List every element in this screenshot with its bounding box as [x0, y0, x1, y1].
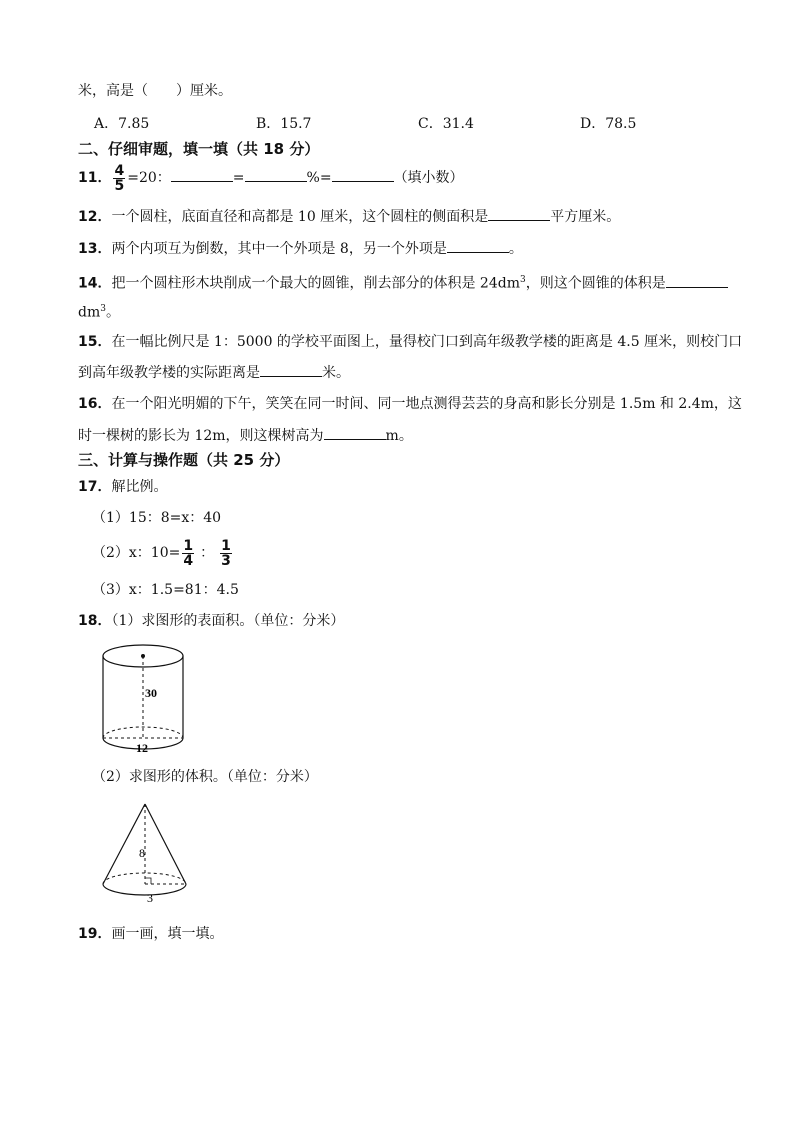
question-14: 14．把一个圆柱形木块削成一个最大的圆锥，削去部分的体积是 $24dm^3$，则这个圆锥的体积是: [78, 271, 728, 293]
answer-blank[interactable]: [324, 425, 386, 440]
question-16: 16．在一个阳光明媚的下午，笑笑在同一时间、同一地点测得芸芸的身高和影长分别是 1.5m 和 2.4m，这: [78, 396, 742, 412]
question-13: 13．两个内项互为倒数，其中一个外项是 8，另一个外项是 。: [78, 238, 523, 258]
question-11: 11． $\frac{4}{5}$ =20： = %= （填小数）: [78, 162, 464, 194]
question-14-line2: $dm^3$。: [78, 304, 120, 321]
option-b: B．15.7: [256, 116, 312, 132]
fraction: $\frac{1}{3}$: [221, 537, 231, 569]
question-18: 18．（1）求图形的表面积。（单位：分米）: [78, 613, 345, 629]
answer-blank[interactable]: [666, 273, 728, 288]
option-d: D．78.5: [580, 116, 637, 132]
answer-blank[interactable]: [332, 167, 394, 182]
cylinder-height-label: 30: [145, 686, 157, 700]
answer-blank[interactable]: [171, 167, 233, 182]
question-12: 12．一个圆柱，底面直径和高都是 10 厘米，这个圆柱的侧面积是 平方厘米。: [78, 206, 620, 226]
cone-height-label: 8: [139, 846, 145, 860]
question-15: 15．在一幅比例尺是 1：5000 的学校平面图上，量得校门口到高年级教学楼的距离是 4.5 厘米，则校门口: [78, 334, 743, 350]
section-2-title: 二、仔细审题，填一填（共 18 分）: [78, 140, 320, 158]
question-18-part-2: （2）求图形的体积。（单位：分米）: [92, 769, 318, 785]
section-3-title: 三、计算与操作题（共 25 分）: [78, 451, 290, 469]
question-number: 11．: [78, 170, 112, 186]
cone-right-side: [145, 804, 186, 884]
answer-blank[interactable]: [260, 362, 322, 377]
q17-part-2: （2）x：10= $\frac{1}{4}$ ： $\frac{1}{3}$: [92, 537, 231, 569]
fraction: $\frac{1}{4}$: [183, 537, 194, 569]
question-15-line2: 到高年级教学楼的实际距离是 米。: [78, 362, 350, 382]
cone-radius-label: 3: [147, 891, 153, 905]
cone-figure: [98, 800, 190, 908]
question-16-line2: 时一棵树的影长为 12m，则这棵树高为 m。: [78, 425, 413, 445]
answer-blank[interactable]: [447, 238, 509, 253]
answer-blank[interactable]: [245, 167, 307, 182]
cylinder-diameter-label: 12: [136, 741, 148, 755]
q17-part-1: （1）15：8=x：40: [92, 510, 222, 526]
option-a: A．7.85: [94, 116, 150, 132]
cone-left-side: [103, 804, 145, 884]
q-prev-tail: 米，高是（ ）厘米。: [78, 83, 232, 99]
cone-base-front: [103, 884, 186, 895]
fraction: $\frac{4}{5}$: [114, 162, 125, 194]
q17-part-3: （3）x：1.5=81：4.5: [92, 582, 239, 598]
question-17: 17．解比例。: [78, 479, 168, 495]
answer-blank[interactable]: [488, 206, 550, 221]
cylinder-figure: [98, 640, 190, 756]
cone-right-angle-mark: [145, 878, 151, 884]
option-c: C．31.4: [418, 116, 474, 132]
question-19: 19．画一画，填一填。: [78, 926, 224, 942]
